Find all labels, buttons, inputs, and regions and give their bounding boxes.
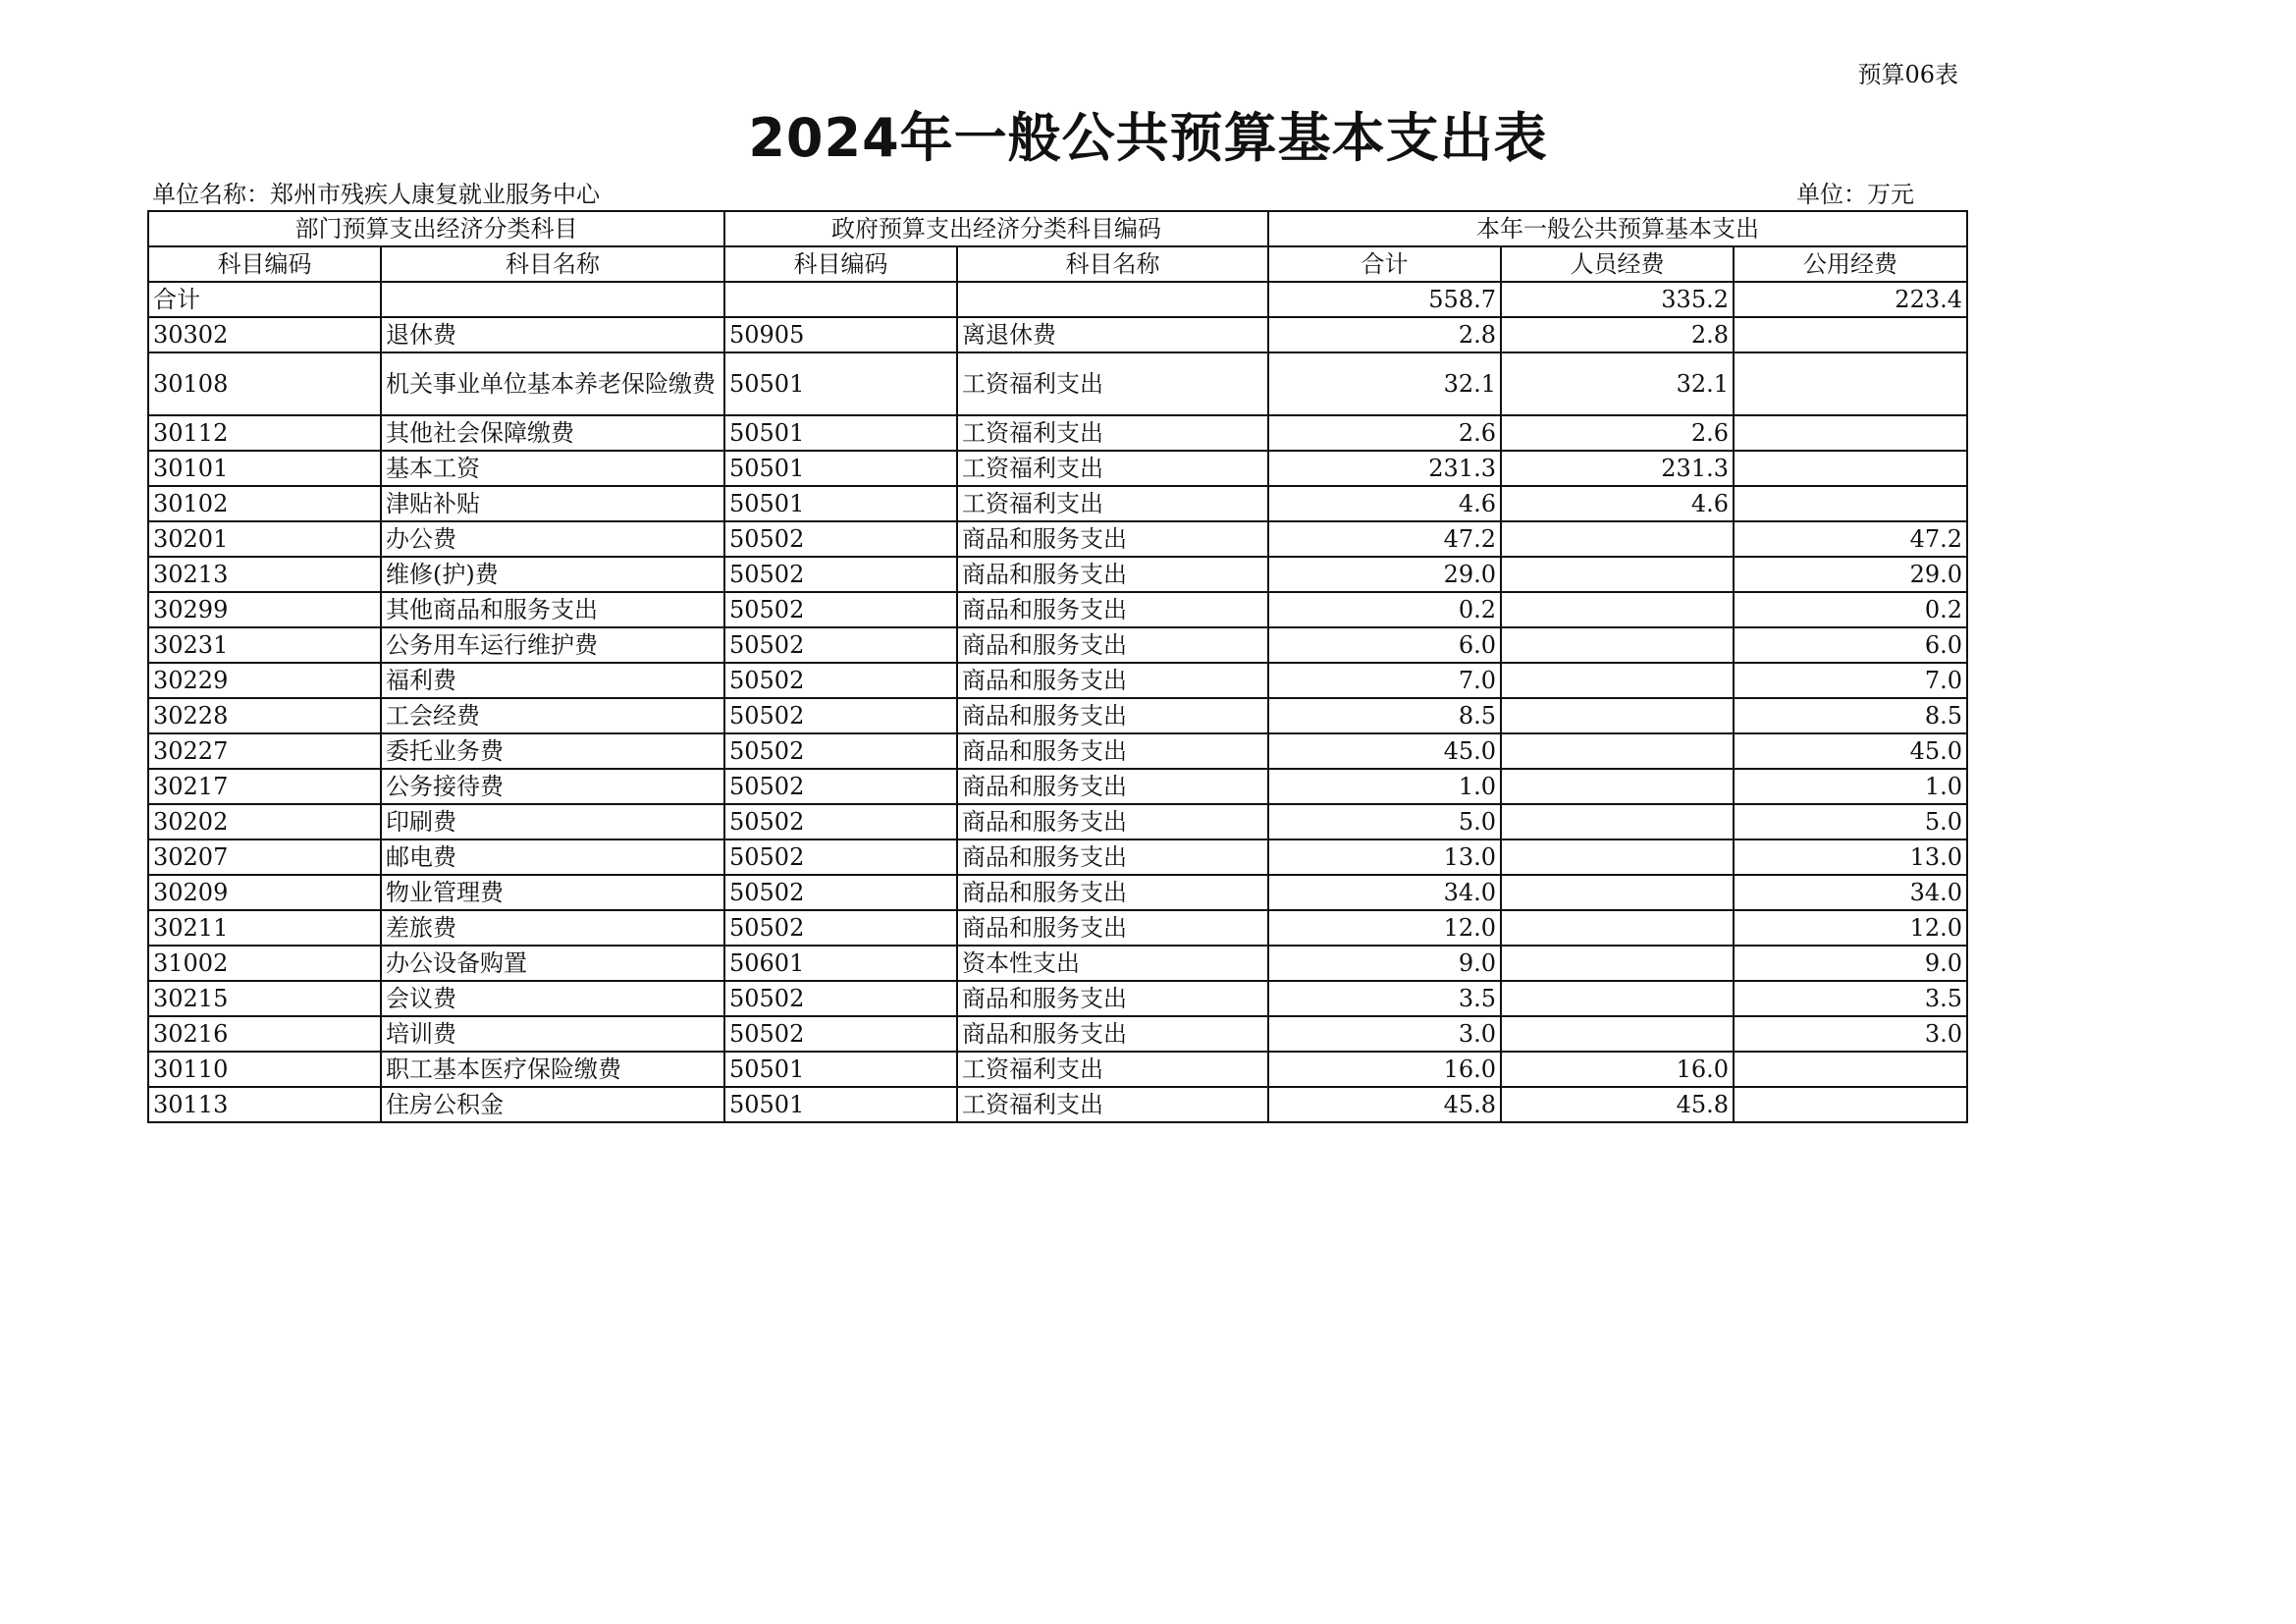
row-gov-name: 商品和服务支出: [957, 698, 1268, 733]
row-name: 基本工资: [381, 451, 724, 486]
row-name: 培训费: [381, 1016, 724, 1052]
row-total: 231.3: [1268, 451, 1501, 486]
row-personnel: [1501, 627, 1734, 663]
row-personnel: 32.1: [1501, 352, 1734, 415]
row-gov-code: 50501: [724, 415, 957, 451]
row-personnel: [1501, 1016, 1734, 1052]
row-gov-name: 商品和服务支出: [957, 592, 1268, 627]
row-public: [1734, 352, 1967, 415]
table-row: [148, 352, 1967, 415]
row-total: 8.5: [1268, 698, 1501, 733]
row-public: 0.2: [1734, 592, 1967, 627]
row-personnel: 2.8: [1501, 317, 1734, 352]
row-public: [1734, 415, 1967, 451]
row-personnel: [1501, 875, 1734, 910]
total-personnel: 335.2: [1501, 282, 1734, 317]
table-row: [148, 415, 1967, 451]
row-total: 47.2: [1268, 521, 1501, 557]
row-gov-name: 商品和服务支出: [957, 663, 1268, 698]
row-public: [1734, 317, 1967, 352]
row-code: 30102: [148, 486, 381, 521]
col-header-code: 科目编码: [148, 246, 381, 282]
row-public: [1734, 486, 1967, 521]
row-public: 8.5: [1734, 698, 1967, 733]
group-header-gov: 政府预算支出经济分类科目编码: [724, 211, 1268, 246]
row-personnel: [1501, 521, 1734, 557]
row-gov-code: 50502: [724, 733, 957, 769]
table-row: [148, 946, 1967, 981]
row-code: 30202: [148, 804, 381, 839]
row-name: 福利费: [381, 663, 724, 698]
row-public: 34.0: [1734, 875, 1967, 910]
table-row: [148, 451, 1967, 486]
row-personnel: 4.6: [1501, 486, 1734, 521]
row-gov-code: 50501: [724, 1087, 957, 1122]
row-code: 30228: [148, 698, 381, 733]
row-gov-code: 50502: [724, 875, 957, 910]
row-public: 7.0: [1734, 663, 1967, 698]
col-header-total: 合计: [1268, 246, 1501, 282]
row-code: 30299: [148, 592, 381, 627]
table-cell: [957, 282, 1268, 317]
row-total: 6.0: [1268, 627, 1501, 663]
row-total: 29.0: [1268, 557, 1501, 592]
total-public: 223.4: [1734, 282, 1967, 317]
table-row: [148, 769, 1967, 804]
row-public: 3.0: [1734, 1016, 1967, 1052]
column-header-row: [148, 246, 1967, 282]
row-gov-name: 商品和服务支出: [957, 733, 1268, 769]
table-row: [148, 839, 1967, 875]
row-name: 差旅费: [381, 910, 724, 946]
row-gov-code: 50502: [724, 557, 957, 592]
table-row: [148, 557, 1967, 592]
row-personnel: [1501, 981, 1734, 1016]
col-header-gov-name: 科目名称: [957, 246, 1268, 282]
table-row: [148, 875, 1967, 910]
row-gov-name: 工资福利支出: [957, 1052, 1268, 1087]
row-gov-code: 50502: [724, 769, 957, 804]
row-name: 公务接待费: [381, 769, 724, 804]
row-code: 30302: [148, 317, 381, 352]
col-header-name: 科目名称: [381, 246, 724, 282]
row-gov-code: 50502: [724, 839, 957, 875]
table-row: [148, 1087, 1967, 1122]
total-row: [148, 282, 1967, 317]
row-gov-name: 商品和服务支出: [957, 1016, 1268, 1052]
row-total: 9.0: [1268, 946, 1501, 981]
row-public: 6.0: [1734, 627, 1967, 663]
row-personnel: [1501, 804, 1734, 839]
table-row: [148, 981, 1967, 1016]
row-personnel: [1501, 557, 1734, 592]
row-gov-code: 50502: [724, 981, 957, 1016]
table-row: [148, 486, 1967, 521]
row-code: 30215: [148, 981, 381, 1016]
row-total: 13.0: [1268, 839, 1501, 875]
row-code: 30227: [148, 733, 381, 769]
row-personnel: [1501, 769, 1734, 804]
row-code: 30108: [148, 352, 381, 415]
row-code: 30101: [148, 451, 381, 486]
col-header-personnel: 人员经费: [1501, 246, 1734, 282]
row-personnel: [1501, 946, 1734, 981]
row-public: 12.0: [1734, 910, 1967, 946]
row-total: 16.0: [1268, 1052, 1501, 1087]
row-personnel: [1501, 733, 1734, 769]
row-public: 13.0: [1734, 839, 1967, 875]
row-personnel: 16.0: [1501, 1052, 1734, 1087]
unit-label: 单位：万元: [1796, 181, 1914, 208]
row-public: 1.0: [1734, 769, 1967, 804]
row-personnel: 2.6: [1501, 415, 1734, 451]
row-gov-name: 工资福利支出: [957, 352, 1268, 415]
row-name: 办公设备购置: [381, 946, 724, 981]
row-gov-name: 工资福利支出: [957, 1087, 1268, 1122]
row-name: 办公费: [381, 521, 724, 557]
row-gov-name: 工资福利支出: [957, 415, 1268, 451]
row-total: 32.1: [1268, 352, 1501, 415]
row-name: 委托业务费: [381, 733, 724, 769]
row-gov-code: 50601: [724, 946, 957, 981]
row-total: 45.0: [1268, 733, 1501, 769]
row-gov-code: 50502: [724, 627, 957, 663]
row-public: 3.5: [1734, 981, 1967, 1016]
table-row: [148, 910, 1967, 946]
row-gov-code: 50502: [724, 521, 957, 557]
row-total: 3.5: [1268, 981, 1501, 1016]
row-name: 会议费: [381, 981, 724, 1016]
row-personnel: [1501, 592, 1734, 627]
row-code: 30231: [148, 627, 381, 663]
row-gov-name: 商品和服务支出: [957, 910, 1268, 946]
row-public: 45.0: [1734, 733, 1967, 769]
row-name: 工会经费: [381, 698, 724, 733]
budget-table: [147, 210, 1968, 1123]
row-gov-code: 50501: [724, 352, 957, 415]
row-code: 30113: [148, 1087, 381, 1122]
row-personnel: [1501, 839, 1734, 875]
row-gov-name: 工资福利支出: [957, 486, 1268, 521]
row-gov-name: 资本性支出: [957, 946, 1268, 981]
row-gov-name: 商品和服务支出: [957, 839, 1268, 875]
row-name: 印刷费: [381, 804, 724, 839]
row-gov-code: 50905: [724, 317, 957, 352]
row-gov-name: 商品和服务支出: [957, 804, 1268, 839]
form-tag: 预算06表: [1857, 61, 1958, 88]
table-row: [148, 592, 1967, 627]
row-total: 0.2: [1268, 592, 1501, 627]
table-row: [148, 317, 1967, 352]
row-name: 职工基本医疗保险缴费: [381, 1052, 724, 1087]
row-total: 7.0: [1268, 663, 1501, 698]
row-name: 邮电费: [381, 839, 724, 875]
row-public: [1734, 451, 1967, 486]
row-public: 5.0: [1734, 804, 1967, 839]
total-sum: 558.7: [1268, 282, 1501, 317]
row-name: 其他商品和服务支出: [381, 592, 724, 627]
group-header-dept: 部门预算支出经济分类科目: [148, 211, 724, 246]
row-code: 30207: [148, 839, 381, 875]
row-personnel: 45.8: [1501, 1087, 1734, 1122]
row-name: 物业管理费: [381, 875, 724, 910]
row-gov-name: 商品和服务支出: [957, 981, 1268, 1016]
row-gov-name: 商品和服务支出: [957, 875, 1268, 910]
row-personnel: 231.3: [1501, 451, 1734, 486]
row-personnel: [1501, 910, 1734, 946]
col-header-public: 公用经费: [1734, 246, 1967, 282]
row-public: 47.2: [1734, 521, 1967, 557]
row-total: 34.0: [1268, 875, 1501, 910]
row-name: 住房公积金: [381, 1087, 724, 1122]
row-public: 29.0: [1734, 557, 1967, 592]
table-row: [148, 1052, 1967, 1087]
row-total: 2.8: [1268, 317, 1501, 352]
row-personnel: [1501, 698, 1734, 733]
row-code: 30217: [148, 769, 381, 804]
table-row: [148, 733, 1967, 769]
row-name: 津贴补贴: [381, 486, 724, 521]
row-code: 30229: [148, 663, 381, 698]
table-row: [148, 1016, 1967, 1052]
row-personnel: [1501, 663, 1734, 698]
row-code: 30201: [148, 521, 381, 557]
row-total: 1.0: [1268, 769, 1501, 804]
org-label: 单位名称：郑州市残疾人康复就业服务中心: [152, 181, 600, 208]
row-name: 退休费: [381, 317, 724, 352]
row-public: [1734, 1052, 1967, 1087]
group-header-expense: 本年一般公共预算基本支出: [1268, 211, 1967, 246]
table-cell: [724, 282, 957, 317]
row-gov-code: 50502: [724, 804, 957, 839]
row-gov-code: 50502: [724, 698, 957, 733]
row-total: 4.6: [1268, 486, 1501, 521]
row-gov-name: 商品和服务支出: [957, 769, 1268, 804]
row-code: 30211: [148, 910, 381, 946]
row-code: 30110: [148, 1052, 381, 1087]
row-gov-name: 商品和服务支出: [957, 627, 1268, 663]
row-gov-name: 商品和服务支出: [957, 521, 1268, 557]
table-row: [148, 698, 1967, 733]
row-total: 3.0: [1268, 1016, 1501, 1052]
row-code: 31002: [148, 946, 381, 981]
group-header-row: [148, 211, 1967, 246]
row-gov-code: 50502: [724, 663, 957, 698]
row-gov-name: 离退休费: [957, 317, 1268, 352]
row-gov-code: 50501: [724, 1052, 957, 1087]
table-row: [148, 663, 1967, 698]
row-code: 30209: [148, 875, 381, 910]
total-label: 合计: [148, 282, 381, 317]
row-gov-code: 50501: [724, 451, 957, 486]
row-name: 维修(护)费: [381, 557, 724, 592]
col-header-gov-code: 科目编码: [724, 246, 957, 282]
row-total: 45.8: [1268, 1087, 1501, 1122]
row-gov-name: 商品和服务支出: [957, 557, 1268, 592]
row-name: 公务用车运行维护费: [381, 627, 724, 663]
table-cell: [381, 282, 724, 317]
row-gov-code: 50501: [724, 486, 957, 521]
row-gov-name: 工资福利支出: [957, 451, 1268, 486]
table-row: [148, 627, 1967, 663]
row-name: 其他社会保障缴费: [381, 415, 724, 451]
row-gov-code: 50502: [724, 592, 957, 627]
row-code: 30213: [148, 557, 381, 592]
row-total: 12.0: [1268, 910, 1501, 946]
page-title: 2024年一般公共预算基本支出表: [748, 107, 1548, 169]
row-total: 2.6: [1268, 415, 1501, 451]
row-total: 5.0: [1268, 804, 1501, 839]
row-gov-code: 50502: [724, 910, 957, 946]
row-public: 9.0: [1734, 946, 1967, 981]
row-name: 机关事业单位基本养老保险缴费: [381, 352, 724, 415]
row-gov-code: 50502: [724, 1016, 957, 1052]
row-public: [1734, 1087, 1967, 1122]
table-row: [148, 521, 1967, 557]
row-code: 30112: [148, 415, 381, 451]
table-row: [148, 804, 1967, 839]
row-code: 30216: [148, 1016, 381, 1052]
